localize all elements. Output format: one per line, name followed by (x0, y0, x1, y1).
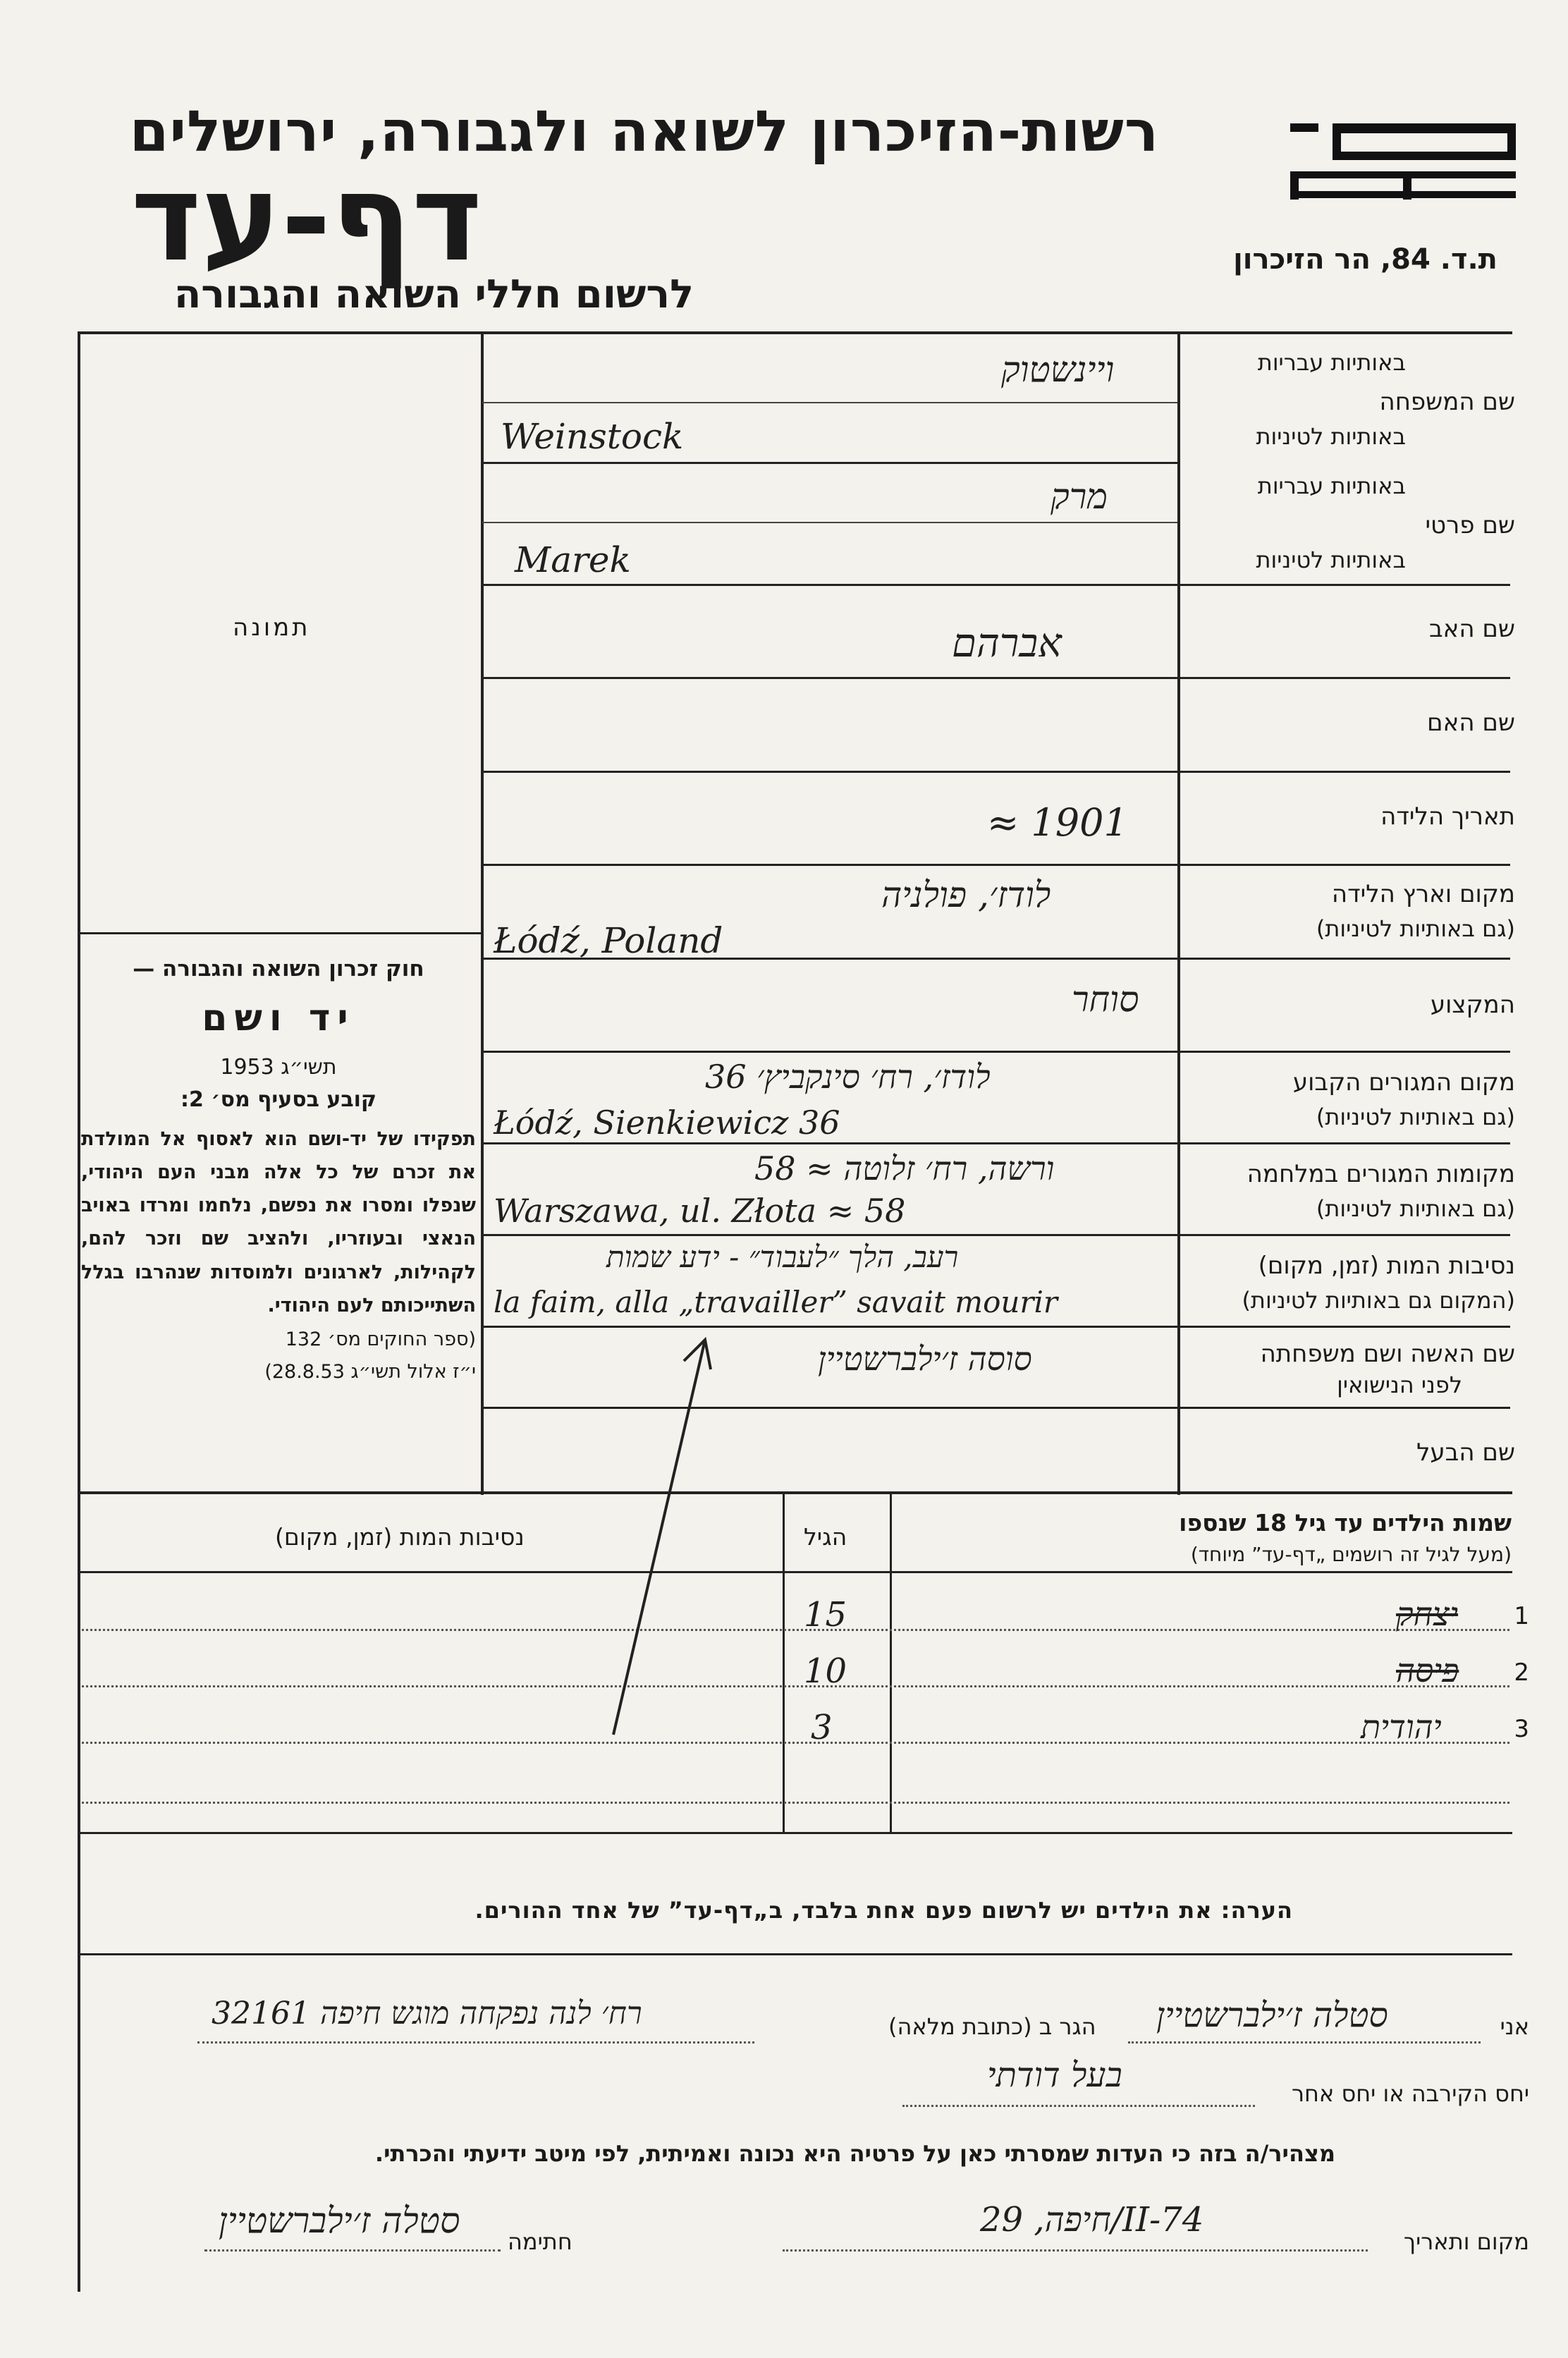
child-3-num: 3 (1514, 1715, 1529, 1743)
children-death-header: נסיבות המות (זמן, מקום) (275, 1523, 525, 1551)
father-value: אברהם (952, 621, 1062, 666)
surname-heb-hint: באותיות עבריות (1257, 349, 1406, 376)
surname-lat-hint: באותיות לטיניות (1256, 423, 1406, 450)
birthplace-lat-value: Łódź, Poland (494, 920, 723, 961)
given-heb-hint: באותיות עבריות (1257, 472, 1406, 499)
address: ת.ד. 84, הר הזיכרון (1233, 243, 1497, 276)
signature: סטלה ז׳ילברשטיין (219, 2200, 460, 2241)
relation-label: יחס הקירבה או יחס אחר (1291, 2080, 1529, 2107)
residence-label: מקום המגורים הקבוע (1292, 1068, 1515, 1096)
org-name: רשות-הזיכרון לשואה ולגבורה, ירושלים (129, 99, 1159, 164)
resides-label: הגר ב (כתובת מלאה) (888, 2013, 1096, 2040)
child-1-num: 1 (1514, 1602, 1529, 1630)
photo-placeholder: תמונה (233, 613, 311, 642)
law-year: תשי״ג 1953 (220, 1054, 337, 1080)
law-source-2: י״ז אלול תשי״ג 28.8.53) (264, 1360, 476, 1383)
children-note: הערה: את הילדים יש לרשום פעם אחת בלבד, ב„דף-עד” של אחד ההורים. (474, 1897, 1293, 1924)
place-date-label: מקום ותאריך (1403, 2228, 1529, 2255)
residence-sub: (גם באותיות לטיניות) (1316, 1104, 1515, 1130)
wartime-sub: (גם באותיות לטיניות) (1316, 1195, 1515, 1222)
page-title: דף-עד (130, 149, 482, 288)
death-lat-value: la faim, alla „travailler” savait mourir (494, 1285, 1058, 1319)
child-3-age: 3 (811, 1708, 833, 1747)
death-label: נסיבות המות (זמן, מקום) (1258, 1252, 1515, 1280)
page-subtitle: לרשום חללי השואה והגבורה (173, 271, 694, 317)
place-date-value: חיפה, 29/II-74 (980, 2200, 1204, 2240)
residence-heb-value: לודז׳, רח׳ סינקביץ׳ 36 (705, 1058, 991, 1096)
wartime-heb-value: ורשה, רח׳ זלוטה ≈ 58 (754, 1149, 1055, 1187)
child-1-age: 15 (804, 1595, 847, 1635)
given-lat-hint: באותיות לטיניות (1256, 546, 1406, 573)
father-label: שם האב (1428, 615, 1515, 643)
wartime-lat-value: Warszawa, ul. Złota ≈ 58 (494, 1192, 906, 1230)
signer-name: סטלה ז׳ילברשטיין (1156, 1996, 1388, 2035)
relation-value: בעל דודתי (987, 2055, 1122, 2095)
mother-label: שם האם (1427, 709, 1515, 737)
profession-value: סוחר (1072, 979, 1139, 1020)
given-label: שם פרטי (1425, 511, 1515, 539)
birthplace-label: מקום וארץ הלידה (1331, 880, 1515, 908)
law-name: יד ושם (202, 997, 355, 1040)
law-body: תפקידו של יד-ושם הוא לאסוף אל המולדת את זכרם של כל אלה מבני העם היהודי, שנפלו ומסרו את נפשם, נלחמו ומרדו באויב הנאצי ובעוזריו, ולהציב שם וזכר להם, לקהילות, לארגונים ולמוסדות שנהרבו בגלל השתייכותם לעם היהודי. (81, 1128, 476, 1317)
yad-vashem-logo (1290, 123, 1537, 197)
given-heb-value: מרק (1051, 476, 1108, 517)
birthdate-value: ≈ 1901 (987, 800, 1128, 845)
given-lat-value: Marek (515, 539, 631, 580)
witness-address: רח׳ לנה נפקחה מוגש חיפה 32161 (212, 1996, 642, 2032)
signature-label: חתימה (508, 2228, 572, 2255)
death-heb-value: רעב, הלך ״לעבוד״ - ידע שמות (606, 1240, 959, 1274)
wife-label: שם האשה ושם משפחתה (1260, 1340, 1515, 1368)
i-label: אני (1500, 2013, 1529, 2040)
birthplace-heb-value: לודז׳, פולניה (881, 874, 1051, 915)
profession-label: המקצוע (1430, 991, 1515, 1019)
birthdate-label: תאריך הלידה (1380, 802, 1515, 831)
wife-sub: לפני הנישואין (1337, 1372, 1462, 1398)
child-2-name: פיסה (1396, 1651, 1459, 1690)
residence-lat-value: Łódź, Sienkiewicz 36 (494, 1104, 840, 1142)
law-title: חוק זכרון השואה והגבורה — (133, 956, 424, 982)
surname-heb-value: ויינשטוק (1001, 349, 1115, 390)
declaration: מצהיר/ה בזה כי העדות שמסרתי כאן על פרטיה היא נכונה ואמיתית, לפי מיטב ידיעתי והכרתי. (374, 2140, 1335, 2167)
children-age-header: הגיל (804, 1523, 847, 1551)
law-clause: קובע בסעיף מס׳ 2: (180, 1087, 377, 1113)
child-1-name: יצחק (1396, 1595, 1459, 1633)
birthplace-sub: (גם באותיות לטיניות) (1316, 915, 1515, 942)
death-sub: (המקום גם באותיות לטיניות) (1242, 1287, 1515, 1314)
wife-value: סוסה ז׳ילברשטיין (818, 1340, 1032, 1378)
children-names-header: שמות הילדים עד גיל 18 שנספו (1179, 1509, 1512, 1537)
children-names-sub: (מעל לגיל זה רושמים „דף-עד” מיוחד) (1190, 1543, 1512, 1566)
law-source-1: (ספר החוקים מס׳ 132 (285, 1328, 476, 1351)
child-2-age: 10 (804, 1651, 847, 1691)
child-3-name: יהודית (1361, 1708, 1442, 1746)
law-excerpt (81, 952, 476, 1387)
husband-label: שם הבעל (1416, 1438, 1515, 1467)
child-2-num: 2 (1514, 1658, 1529, 1687)
arrow-annotation (592, 1312, 733, 1749)
wartime-label: מקומות המגורים במלחמה (1247, 1160, 1515, 1188)
surname-label: שם המשפחה (1379, 388, 1515, 416)
surname-lat-value: Weinstock (501, 416, 684, 457)
